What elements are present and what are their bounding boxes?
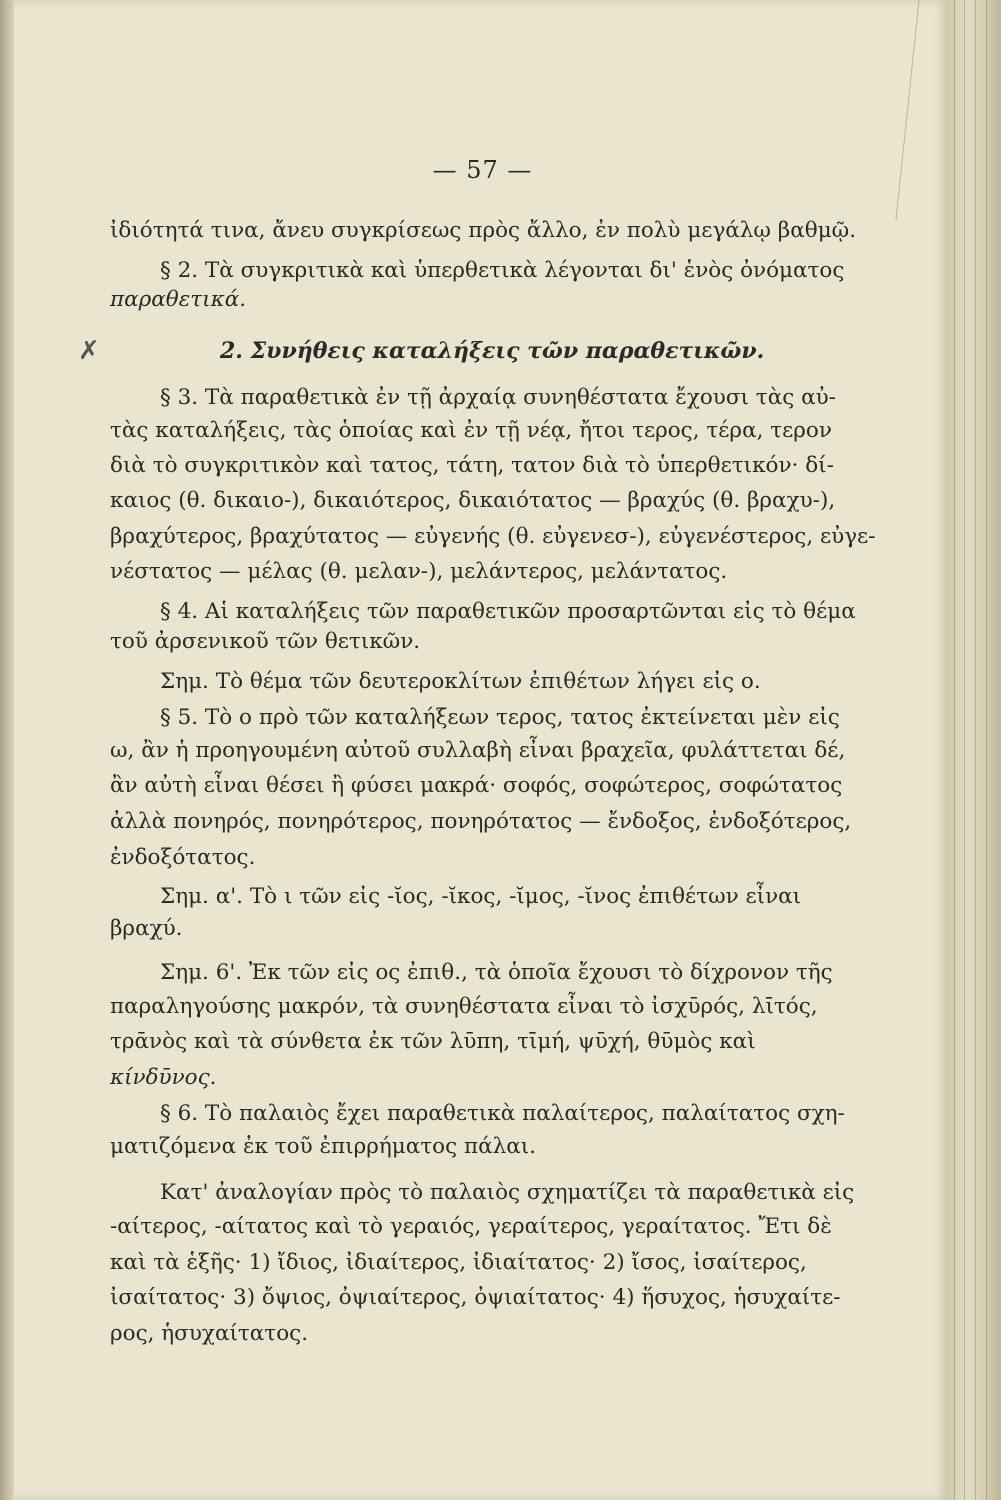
page-number: — 57 — bbox=[432, 156, 533, 184]
text-line: ἐνδοξότατος. bbox=[110, 845, 256, 870]
page-edge-line bbox=[964, 0, 965, 1500]
page-edge-line bbox=[975, 0, 976, 1500]
text-line: ματιζόμενα ἐκ τοῦ ἐπιρρήματος πάλαι. bbox=[110, 1134, 537, 1159]
text-line: βραχύ. bbox=[110, 916, 183, 941]
text-line: § 5. Τὸ ο πρὸ τῶν καταλήξεων τερος, τατος ἐκτείνεται μὲν εἰς bbox=[160, 705, 840, 730]
text-line: βραχύτερος, βραχύτατος — εὐγενής (θ. εὐγενεσ-), εὐγενέστερος, εὐγε- bbox=[110, 524, 876, 549]
text-line: κίνδῡνος. bbox=[110, 1065, 217, 1090]
text-line: νέστατος — μέλας (θ. μελαν-), μελάντερος, μελάντατος. bbox=[110, 559, 728, 584]
note-line: Σημ. 6'. Ἐκ τῶν εἰς ος ἐπιθ., τὰ ὁποῖα ἔχουσι τὸ δίχρονον τῆς bbox=[160, 960, 833, 985]
text-line: ἰσαίτατος· 3) ὄψιος, ὀψιαίτερος, ὀψιαίτατος· 4) ἥσυχος, ἡσυχαίτε- bbox=[110, 1285, 841, 1310]
paper-fold-mark bbox=[835, 0, 919, 220]
text-line: § 2. Τὰ συγκριτικὰ καὶ ὑπερθετικὰ λέγονται δι' ἑνὸς ὀνόματος bbox=[160, 258, 845, 283]
text-line: παραθετικά. bbox=[110, 287, 247, 312]
binding-gutter bbox=[0, 0, 14, 1500]
text-line: ἀλλὰ πονηρός, πονηρότερος, πονηρότατος — ἔνδοξος, ἐνδοξότερος, bbox=[110, 809, 852, 834]
text-line: ἂν αὐτὴ εἶναι θέσει ἢ φύσει μακρά· σοφός, σοφώτερος, σοφώτατος bbox=[110, 773, 843, 798]
page-edge-line bbox=[986, 0, 987, 1500]
text-line: ω, ἂν ἡ προηγουμένη αὐτοῦ συλλαβὴ εἶναι βραχεῖα, φυλάττεται δέ, bbox=[110, 738, 846, 763]
note-line: Σημ. α'. Τὸ ι τῶν εἰς -ῐος, -ῐκος, -ῐμος, -ῐνος ἐπιθέτων εἶναι bbox=[160, 884, 802, 909]
stacked-page-edges bbox=[946, 0, 1001, 1500]
text-line: Κατ' ἀναλογίαν πρὸς τὸ παλαιὸς σχηματίζει τὰ παραθετικὰ εἰς bbox=[160, 1180, 855, 1205]
text-line: παραληγούσης μακρόν, τὰ συνηθέστατα εἶναι τὸ ἰσχῡρός, λῑτός, bbox=[110, 994, 818, 1019]
text-line: ρος, ἡσυχαίτατος. bbox=[110, 1321, 309, 1346]
text-line: § 3. Τὰ παραθετικὰ ἐν τῇ ἀρχαίᾳ συνηθέστατα ἔχουσι τὰς αὐ- bbox=[160, 385, 836, 410]
text-line: καιος (θ. δικαιο-), δικαιότερος, δικαιότατος — βραχύς (θ. βραχυ-), bbox=[110, 488, 836, 513]
text-line: § 4. Αἱ καταλήξεις τῶν παραθετικῶν προσαρτῶνται εἰς τὸ θέμα bbox=[160, 599, 856, 624]
page-edge-line bbox=[954, 0, 955, 1500]
handwritten-cross-mark: ✗ bbox=[78, 336, 100, 366]
text-line: τοῦ ἀρσενικοῦ τῶν θετικῶν. bbox=[110, 629, 421, 654]
text-line: τρᾱνὸς καὶ τὰ σύνθετα ἐκ τῶν λῡπη, τῑμή, ψῡχή, θῡμὸς καὶ bbox=[110, 1029, 756, 1054]
text-line: § 6. Τὸ παλαιὸς ἔχει παραθετικὰ παλαίτερος, παλαίτατος σχη- bbox=[160, 1101, 845, 1126]
section-heading: 2. Συνήθεις καταλήξεις τῶν παραθετικῶν. bbox=[220, 338, 765, 364]
text-line: -αίτερος, -αίτατος καὶ τὸ γεραιός, γεραίτερος, γεραίτατος. Ἔτι δὲ bbox=[110, 1214, 832, 1239]
text-line: καὶ τὰ ἑξῆς· 1) ἴδιος, ἰδιαίτερος, ἰδιαίτατος· 2) ἴσος, ἰσαίτερος, bbox=[110, 1250, 807, 1275]
text-line: τὰς καταλήξεις, τὰς ὁποίας καὶ ἐν τῇ νέᾳ, ἤτοι τερος, τέρα, τερον bbox=[110, 418, 832, 443]
note-line: Σημ. Τὸ θέμα τῶν δευτεροκλίτων ἐπιθέτων λήγει εἰς ο. bbox=[160, 669, 761, 694]
text-line: ἰδιότητά τινα, ἄνευ συγκρίσεως πρὸς ἄλλο, ἐν πολὺ μεγάλῳ βαθμῷ. bbox=[110, 218, 857, 243]
text-line: διὰ τὸ συγκριτικὸν καὶ τατος, τάτη, τατον διὰ τὸ ὑπερθετικόν· δί- bbox=[110, 453, 834, 478]
